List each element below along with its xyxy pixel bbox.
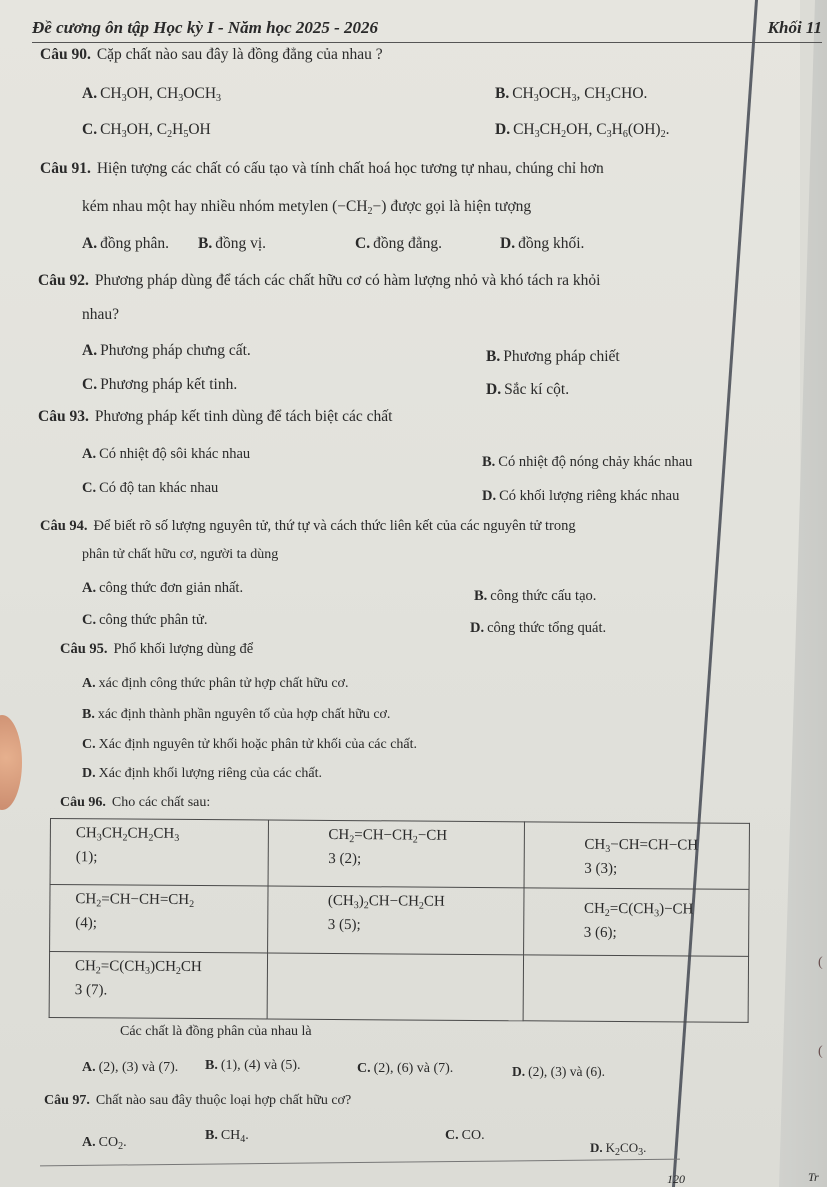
question-label: Câu 90. [40,46,91,63]
option-a[interactable] [82,342,251,360]
option-text: Xác định nguyên tử khối hoặc phân tử khối của các chất. [98,737,418,752]
option-d[interactable] [512,1064,605,1080]
option-key: B. [482,454,496,470]
option-c[interactable] [355,235,442,253]
option-key: C. [82,737,96,752]
option-text: Sắc kí cột. [504,381,570,398]
option-d[interactable]: D. $CH_3CH_2OH$, $C_3H_6(OH)_2$. [495,121,670,140]
option-text: đồng phân. [100,235,169,252]
question-text: Phương pháp kết tinh dùng để tách biệt các chất [94,408,393,425]
option-a[interactable]: A. $CO_2$. [82,1135,127,1152]
question-text-cont: phân tử chất hữu cơ, người ta dùng [82,547,279,562]
table-cell-1: $CH_3CH_2CH_2CH_3$ (1); [50,819,268,887]
option-text: xác định công thức phân tử hợp chất hữu cơ. [98,676,349,691]
option-text: đồng vị. [215,235,267,252]
option-d[interactable] [82,766,322,782]
grade-label: Khối 11 [767,18,822,37]
option-d[interactable] [482,488,679,505]
option-key: A. [82,1060,96,1075]
question-90 [40,46,383,64]
option-b[interactable] [198,235,266,253]
option-key: B. [205,1058,218,1073]
option-a[interactable] [82,1060,178,1076]
option-key: D. [590,1140,603,1155]
table-row [50,819,749,890]
option-c[interactable] [357,1061,453,1077]
option-key: C. [82,376,98,393]
option-text: Phương pháp chưng cất. [100,342,251,359]
option-key: D. [82,766,96,781]
question-text: Để biết rõ số lượng nguyên tử, thứ tự và cách thức liên kết của các nguyên tử trong [93,518,576,534]
option-text: (2), (3) và (6). [528,1064,605,1079]
option-key: D. [500,235,516,252]
question-95 [60,641,253,658]
question-text: Phổ khối lượng dùng để [113,641,254,657]
option-d[interactable] [486,381,569,399]
next-page-glyph: ( [818,1044,823,1059]
option-b[interactable] [82,707,390,723]
document-header [32,16,822,43]
page-number: 120 [667,1172,685,1186]
compound-number: 3 (3); [584,860,618,877]
option-b[interactable] [205,1058,301,1074]
option-b[interactable]: B. $CH_4$. [205,1128,249,1145]
option-c[interactable] [82,612,207,629]
question-label: Câu 95. [60,641,108,657]
option-text: Có nhiệt độ nóng chảy khác nhau [498,454,693,470]
option-b[interactable]: B. $CH_3OCH_3$, $CH_3CHO$. [495,85,648,104]
option-a[interactable]: A. $CH_3OH$, $CH_3OCH_3$ [82,85,222,104]
option-b[interactable] [482,454,692,471]
option-d[interactable]: D. $K_2CO_3$. [590,1140,647,1158]
table-row [49,951,748,1022]
option-key: B. [82,707,95,722]
question-text: Cặp chất nào sau đây là đồng đẳng của nhau ? [96,46,383,63]
option-b[interactable] [474,588,596,605]
option-key: B. [495,85,510,102]
table-cell-5: $(CH_3)_2CH-CH_2CH$ 3 (5); [267,886,524,954]
question-label: Câu 92. [38,272,89,289]
option-text: đồng đẳng. [373,235,442,252]
option-text: công thức cấu tạo. [490,588,597,604]
option-text: Phương pháp kết tinh. [100,376,238,393]
option-key: C. [82,480,97,496]
question-label: Câu 97. [44,1093,90,1108]
option-key: A. [82,580,97,596]
option-c[interactable] [82,737,417,753]
option-c[interactable] [82,376,237,394]
compound-number: 3 (7). [74,981,108,999]
question-92 [38,272,600,290]
option-a[interactable] [82,446,250,463]
table-cell-empty [267,953,524,1021]
question-label: Câu 96. [60,795,106,810]
option-b[interactable] [486,348,620,366]
option-text: (2), (6) và (7). [373,1061,454,1076]
option-text: công thức tổng quát. [487,620,607,636]
option-d[interactable] [470,620,606,637]
document-title: Đề cương ôn tập Học kỳ I - Năm học 2025 - 2026 [32,18,379,37]
option-key: C. [82,121,98,138]
option-a[interactable] [82,235,169,253]
table-cell-6: $CH_2=C(CH_3)-CH$ 3 (6); [523,888,749,956]
question-text-cont: kém nhau một hay nhiều nhóm metylen $(-CH_2-)$ được gọi là hiện tượng [82,198,532,217]
question-94 [40,518,576,535]
compound-number: (1); [75,849,98,866]
table-cell-3: $CH_3-CH=CH-CH$ 3 (3); [524,822,750,890]
option-text: Phương pháp chiết [503,348,620,365]
question-text: Phương pháp dùng để tách các chất hữu cơ có hàm lượng nhỏ và khó tách ra khỏi [94,272,601,289]
option-key: A. [82,235,98,252]
option-text: công thức đơn giản nhất. [99,580,244,596]
compound-number: 3 (6); [583,925,617,942]
option-key: D. [482,488,497,504]
table-caption: Các chất là đồng phân của nhau là [120,1024,312,1039]
option-text: đồng khối. [518,235,585,252]
option-key: C. [357,1061,371,1076]
option-text: Xác định khối lượng riêng của các chất. [98,766,322,781]
question-text: Hiện tượng các chất có cấu tạo và tính chất hoá học tương tự nhau, chúng chỉ hơn [96,160,604,177]
table-cell-4: $CH_2=CH-CH=CH_2$ (4); [50,885,268,953]
option-text: Có khối lượng riêng khác nhau [499,488,680,504]
question-96 [60,795,210,811]
compound-number: (4); [75,915,97,932]
option-key: C. [445,1128,459,1143]
option-c[interactable] [82,480,218,497]
question-97 [44,1093,351,1109]
next-page-fragment: Tr [808,1170,819,1184]
option-key: C. [355,235,371,252]
table-cell-7: $CH_2=C(CH_3)CH_2CH$ 3 (7). [49,951,267,1019]
option-key: A. [82,446,97,462]
option-key: A. [82,342,98,359]
option-key: A. [82,676,96,691]
question-label: Câu 93. [38,408,89,425]
option-c[interactable] [445,1128,485,1144]
question-text: Cho các chất sau: [111,795,211,810]
option-text: Có nhiệt độ sôi khác nhau [99,446,251,462]
question-91 [40,160,604,178]
option-d[interactable] [500,235,584,253]
option-key: D. [486,381,502,398]
table-cell-2: $CH_2=CH-CH_2-CH$ 3 (2); [268,820,525,888]
question-text: Chất nào sau đây thuộc loại hợp chất hữu cơ? [95,1093,352,1108]
option-text: (1), (4) và (5). [220,1058,301,1073]
question-93 [38,408,393,426]
compound-number: 3 (2); [328,850,362,868]
question-text-cont: nhau? [82,306,120,323]
option-key: B. [486,348,501,365]
table-cell-empty [523,954,749,1022]
option-text: công thức phân tử. [99,612,208,628]
option-text: CO. [461,1128,485,1143]
option-key: A. [82,85,98,102]
option-text: Có độ tan khác nhau [99,480,219,496]
option-key: D. [470,620,485,636]
option-key: D. [495,121,511,138]
option-text: (2), (3) và (7). [98,1060,179,1075]
question-label: Câu 91. [40,160,91,177]
option-c[interactable]: C. $CH_3OH$, $C_2H_5OH$ [82,121,211,140]
option-text: xác định thành phần nguyên tố của hợp chất hữu cơ. [97,707,391,722]
question-label: Câu 94. [40,518,88,534]
compounds-table [49,818,750,1023]
option-a[interactable] [82,676,348,692]
option-a[interactable] [82,580,243,597]
option-key: A. [82,1135,96,1150]
option-key: C. [82,612,97,628]
compound-number: 3 (5); [327,917,361,934]
next-page-glyph: ( [818,955,823,970]
option-key: B. [198,235,213,252]
option-key: D. [512,1064,526,1079]
option-key: B. [205,1128,218,1143]
option-key: B. [474,588,488,604]
table-row [50,885,749,956]
